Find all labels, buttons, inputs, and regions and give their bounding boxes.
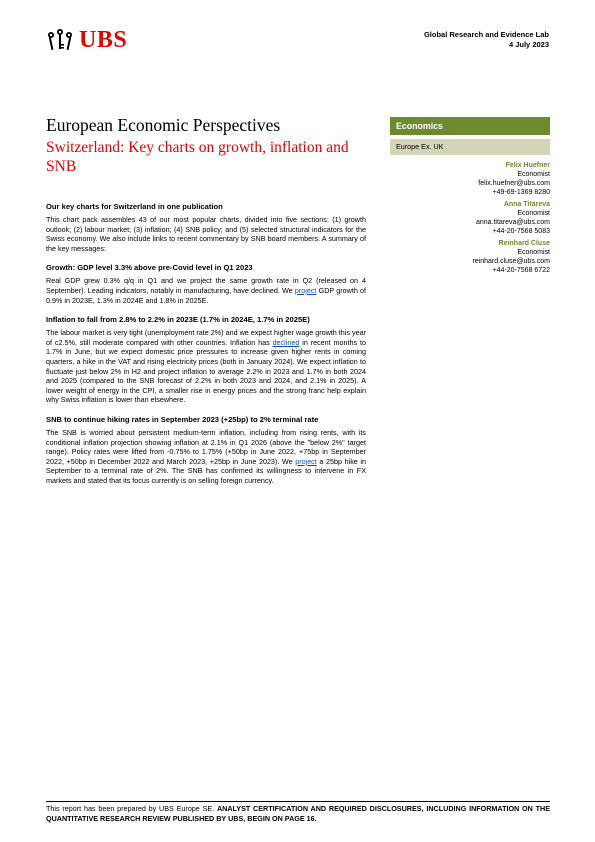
author-card — [390, 161, 550, 197]
footer-text: This report has been prepared by UBS Europe SE. — [46, 804, 217, 813]
section-text: Real GDP grew 0.3% q/q in Q1 and we project the same growth rate in Q2 (released on 4 September). Leading indicators, notably in manufacturing, have declined. We project GDP growth of 0.9% in 2023E, 1.3% in 2024E and 1.8% in 2025E. — [46, 276, 366, 305]
disclosure-footer — [46, 804, 550, 823]
declined-link[interactable]: declined — [272, 337, 300, 347]
region-label: Europe Ex. UK — [390, 139, 550, 155]
project-link[interactable]: project — [295, 456, 317, 466]
author-phone: +49-69-1369 8280 — [492, 189, 550, 196]
section-heading: SNB to continue hiking rates in September 2023 (+25bp) to 2% terminal rate — [46, 414, 319, 424]
author-card — [390, 239, 550, 275]
section-text: This chart pack assembles 43 of our most popular charts, divided into five sections: (1) growth outlook; (2) labour market; (3) inflation; (4) SNB policy; and (5) selected structural indicators for the Swiss economy. We also include links to recent commentary by SNB board members. A summary of the key messages: — [46, 215, 366, 253]
section-heading: Inflation to fall from 2.8% to 2.2% in 2023E (1.7% in 2024E, 1.7% in 2025E) — [46, 315, 310, 325]
author-role: Economist — [517, 210, 550, 217]
footer-disclosure: ANALYST CERTIFICATION AND REQUIRED DISCLOSURES, INCLUDING INFORMATION ON THE QUANTITATIVE RESEARCH REVIEW PUBLISHED BY UBS, BEGIN ON PAGE 16. — [46, 804, 550, 823]
ubs-logo — [46, 28, 127, 52]
section-label-economics: Economics — [390, 117, 550, 135]
series-title: European Economic Perspectives — [46, 115, 281, 135]
research-lab-label: Global Research and Evidence Lab — [423, 30, 549, 39]
project-link[interactable]: project — [294, 285, 317, 295]
section-heading: Our key charts for Switzerland in one publication — [46, 202, 223, 211]
section-text: The labour market is very tight (unemployment rate 2%) and we expect higher wage growth this year of c2.5%, still moderate compared with other countries. Inflation has declined in recent months to 1.7% in June, but we expect domestic price pressures to increase given higher rents in coming quarters, a hike in the VAT and rising electricity prices (both in January 2024). We expect inflation to fluctuate just below 2% in H2 and project inflation to average 2.2% in 2023 and 1.7% in both 2024 and 2025 (compared to the SNB forecast of 2.2% in both 2023 and 2024, and 2.1% in 2025). A lower weight of energy in the CPI, a smaller rise in energy prices and the strong franc help explain why Swiss inflation is lower than elsewhere. — [46, 328, 366, 405]
author-card — [390, 200, 550, 236]
report-date: 4 July 2023 — [508, 40, 549, 49]
footer-divider — [46, 801, 550, 802]
author-phone: +44-20-7568 6722 — [492, 267, 550, 274]
author-name: Felix Huefner — [505, 162, 550, 169]
author-email[interactable]: anna.titareva@ubs.com — [475, 219, 550, 226]
report-title: Switzerland: Key charts on growth, inflation and SNB — [46, 139, 349, 175]
main-content — [46, 202, 366, 495]
author-email[interactable]: felix.huefner@ubs.com — [478, 180, 550, 187]
report-header — [424, 30, 549, 50]
logo-text: UBS — [79, 27, 128, 53]
section-heading: Growth: GDP level 3.3% above pre-Covid level in Q1 2023 — [46, 263, 253, 273]
section-text: The SNB is worried about persistent medium-term inflation, including from rising rents, with its conditional inflation projection showing inflation at 2.1% in Q1 2026 (above the "below 2%" target range). Policy rates were lifted from -0.75% to 1.75% (+50bp in June 2022, +75bp in September 2022, +50bp in December 2022 and March 2023, +25bp in June 2023). We project a 25bp hike in September to a terminal rate of 2%. The SNB has confirmed its willingness to intervene in FX markets and stated that its focus currently is on selling foreign currency. — [46, 427, 366, 485]
author-phone: +44-20-7568 5083 — [492, 228, 550, 235]
author-email[interactable]: reinhard.cluse@ubs.com — [472, 258, 550, 265]
author-role: Economist — [517, 171, 550, 178]
keys-icon — [46, 28, 74, 52]
author-name: Anna Titareva — [503, 201, 550, 208]
author-name: Reinhard Cluse — [498, 240, 550, 247]
author-role: Economist — [517, 249, 550, 256]
author-list — [390, 161, 550, 278]
